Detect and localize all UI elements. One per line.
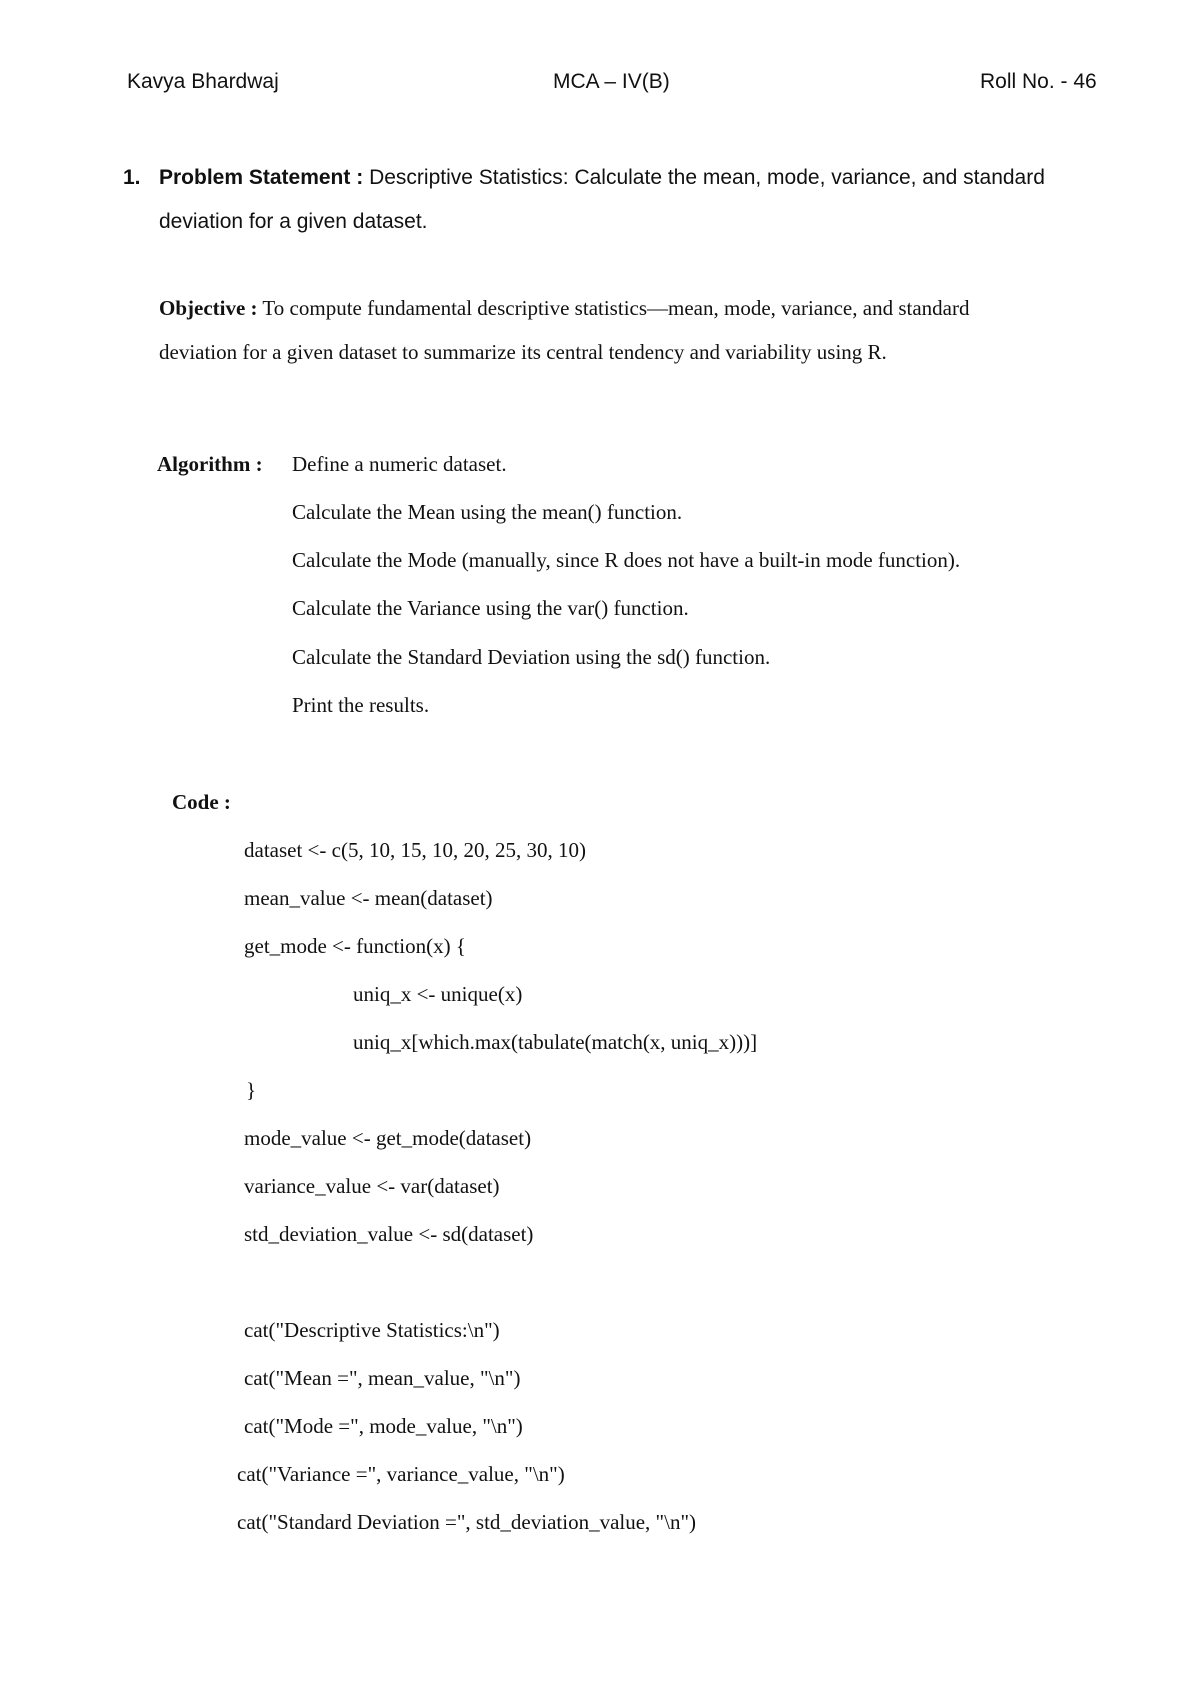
code-line: cat("Mode =", mode_value, "\n") bbox=[244, 1414, 523, 1438]
algorithm-step: Calculate the Mean using the mean() function. bbox=[292, 500, 683, 524]
algorithm-step: Define a numeric dataset. bbox=[292, 452, 507, 476]
code-line: dataset <- c(5, 10, 15, 10, 20, 25, 30, 10) bbox=[244, 838, 586, 862]
objective-text-line2: deviation for a given dataset to summarize its central tendency and variability using R. bbox=[159, 340, 887, 364]
algorithm-label: Algorithm : bbox=[157, 452, 263, 476]
algorithm-step: Calculate the Variance using the var() function. bbox=[292, 596, 689, 620]
code-line: mode_value <- get_mode(dataset) bbox=[244, 1126, 532, 1150]
code-line: uniq_x[which.max(tabulate(match(x, uniq_x)))] bbox=[353, 1030, 758, 1054]
code-line: } bbox=[246, 1078, 257, 1102]
code-line: std_deviation_value <- sd(dataset) bbox=[244, 1222, 534, 1246]
objective-text-line1: To compute fundamental descriptive statistics—mean, mode, variance, and standard bbox=[262, 296, 970, 320]
code-line: mean_value <- mean(dataset) bbox=[244, 886, 493, 910]
objective-line1 bbox=[159, 296, 969, 321]
problem-text-line1: Descriptive Statistics: Calculate the mean, mode, variance, and standard bbox=[369, 166, 1045, 189]
code-line: cat("Standard Deviation =", std_deviation_value, "\n") bbox=[237, 1510, 697, 1534]
code-line: variance_value <- var(dataset) bbox=[244, 1174, 500, 1198]
algorithm-step: Calculate the Mode (manually, since R does not have a built-in mode function). bbox=[292, 548, 961, 572]
problem-number: 1. bbox=[123, 166, 141, 189]
algorithm-step: Calculate the Standard Deviation using the sd() function. bbox=[292, 645, 771, 669]
code-line: cat("Descriptive Statistics:\n") bbox=[244, 1318, 500, 1342]
problem-statement bbox=[159, 156, 1045, 200]
objective-label: Objective : bbox=[159, 296, 258, 320]
header-roll: Roll No. - 46 bbox=[980, 70, 1097, 93]
problem-label: Problem Statement : bbox=[159, 166, 364, 189]
code-label: Code : bbox=[172, 790, 231, 814]
algorithm-step: Print the results. bbox=[292, 693, 430, 717]
code-line: cat("Variance =", variance_value, "\n") bbox=[237, 1462, 565, 1486]
header-name: Kavya Bhardwaj bbox=[127, 70, 279, 93]
header-class: MCA – IV(B) bbox=[553, 70, 670, 93]
problem-text-line2: deviation for a given dataset. bbox=[159, 210, 428, 233]
code-line: cat("Mean =", mean_value, "\n") bbox=[244, 1366, 521, 1390]
code-line: get_mode <- function(x) { bbox=[244, 934, 466, 958]
code-line: uniq_x <- unique(x) bbox=[353, 982, 523, 1006]
